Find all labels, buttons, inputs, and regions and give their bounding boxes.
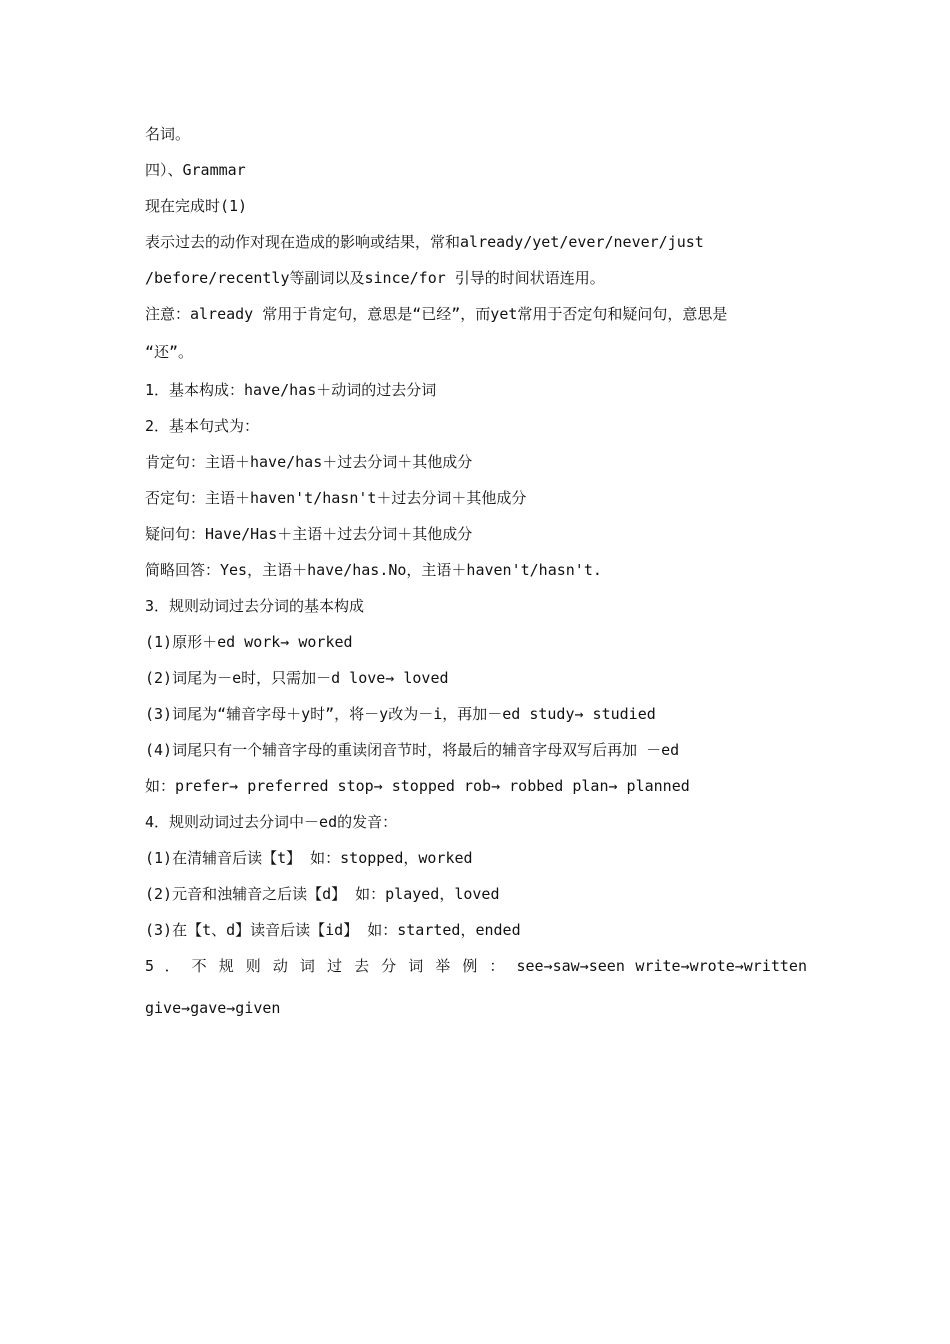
sentence-pattern-line: 疑问句：Have/Has＋主语＋过去分词＋其他成分 <box>145 525 473 543</box>
text-line: /before/recently等副词以及since/for 引导的时间状语连用。 <box>145 269 605 287</box>
numbered-item: 1．基本构成：have/has＋动词的过去分词 <box>145 381 437 399</box>
text-line: 表示过去的动作对现在造成的影响或结果，常和already/yet/ever/never/just <box>145 233 704 251</box>
pronunciation-line: (2)元音和浊辅音之后读【d】 如：played，loved <box>145 885 500 903</box>
numbered-item: 5 ． 不 规 则 动 词 过 去 分 词 举 例 ： see→saw→seen write→wrote→written <box>145 957 807 975</box>
sentence-pattern-line: 否定句：主语＋haven't/hasn't＋过去分词＋其他成分 <box>145 489 527 507</box>
example-line: give→gave→given <box>145 999 281 1017</box>
pronunciation-line: (1)在清辅音后读【t】 如：stopped，worked <box>145 849 473 867</box>
numbered-item: 2．基本句式为： <box>145 417 260 435</box>
pronunciation-line: (3)在【t、d】读音后读【id】 如：started，ended <box>145 921 521 939</box>
section-heading-grammar: 四）、Grammar <box>145 161 246 179</box>
sentence-pattern-line: 肯定句：主语＋have/has＋过去分词＋其他成分 <box>145 453 473 471</box>
text-line: 名词。 <box>145 125 191 143</box>
note-line: 注意：already 常用于肯定句，意思是“已经”，而yet常用于否定句和疑问句，意思是 <box>145 305 728 323</box>
numbered-item: 3．规则动词过去分词的基本构成 <box>145 597 365 615</box>
rule-line: (2)词尾为－e时，只需加－d love→ loved <box>145 669 449 687</box>
topic-title: 现在完成时(1) <box>145 197 248 215</box>
rule-line: (4)词尾只有一个辅音字母的重读闭音节时，将最后的辅音字母双写后再加 －ed <box>145 741 680 759</box>
rule-line: (1)原形＋ed work→ worked <box>145 633 353 651</box>
sentence-pattern-line: 简略回答：Yes，主语＋have/has.No，主语＋haven't/hasn't. <box>145 561 602 579</box>
numbered-item: 4．规则动词过去分词中－ed的发音： <box>145 813 398 831</box>
note-line: “还”。 <box>145 343 194 361</box>
example-line: 如：prefer→ preferred stop→ stopped rob→ robbed plan→ planned <box>145 777 690 795</box>
rule-line: (3)词尾为“辅音字母＋y时”，将－y改为－i，再加－ed study→ studied <box>145 705 656 723</box>
